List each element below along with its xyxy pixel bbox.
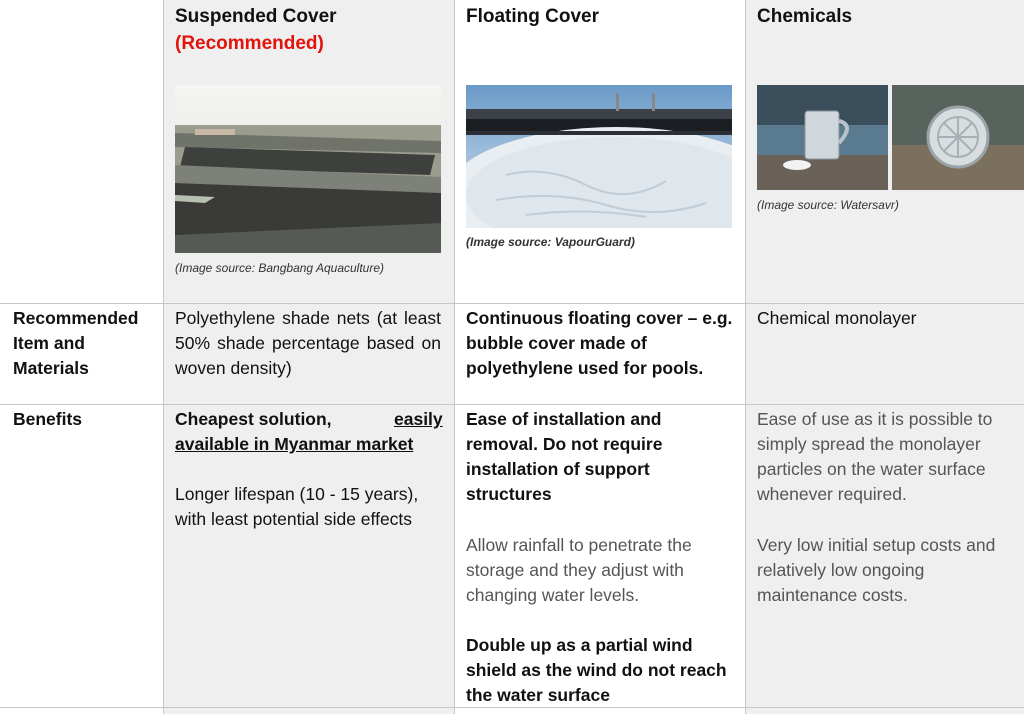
materials-col3: Chemical monolayer — [757, 308, 917, 328]
shade-net-photo — [175, 85, 441, 253]
benefit-low-cost: Very low initial setup costs and relatively low ongoing maintenance costs. — [757, 535, 996, 605]
benefit-lifespan: Longer lifespan (10 - 15 years), with least potential side effects — [175, 484, 419, 529]
col2-title: Floating Cover — [466, 6, 600, 27]
benefit-ease-of-use: Ease of use as it is possible to simply spread the monolayer particles on the water surface whenever required. — [757, 409, 993, 504]
materials-col2: Continuous floating cover – e.g. bubble cover made of polyethylene used for pools. — [466, 308, 733, 378]
chemical-dispenser-photo — [892, 85, 1024, 190]
floating-cover-photo — [466, 85, 732, 228]
chemical-shaker-photo — [757, 85, 888, 190]
divider — [0, 303, 1024, 304]
divider — [454, 0, 455, 714]
recommended-label: (Recommended) — [175, 33, 324, 54]
benefit-rainfall: Allow rainfall to penetrate the storage and they adjust with changing water levels. — [466, 535, 692, 605]
row-label-benefits: Benefits — [13, 409, 83, 429]
benefit-windshield: Double up as a partial wind shield as the wind do not reach the water surface — [466, 635, 727, 705]
image-caption: (Image source: Watersavr) — [757, 198, 899, 212]
divider — [0, 404, 1024, 405]
benefit-cheapest: Cheapest solution, — [175, 409, 332, 429]
benefit-availability: easily available in Myanmar market — [175, 409, 443, 454]
divider — [745, 0, 746, 714]
col1-title: Suspended Cover — [175, 6, 337, 27]
col3-title: Chemicals — [757, 6, 853, 27]
row-label-materials: Recommended Item and Materials — [13, 308, 139, 378]
benefit-installation: Ease of installation and removal. Do not require installation of support structures — [466, 409, 663, 504]
image-caption: (Image source: Bangbang Aquaculture) — [175, 261, 385, 275]
divider — [163, 0, 164, 714]
image-caption: (Image source: VapourGuard) — [466, 235, 635, 249]
materials-col1: Polyethylene shade nets (at least 50% shade percentage based on woven density) — [175, 308, 441, 378]
